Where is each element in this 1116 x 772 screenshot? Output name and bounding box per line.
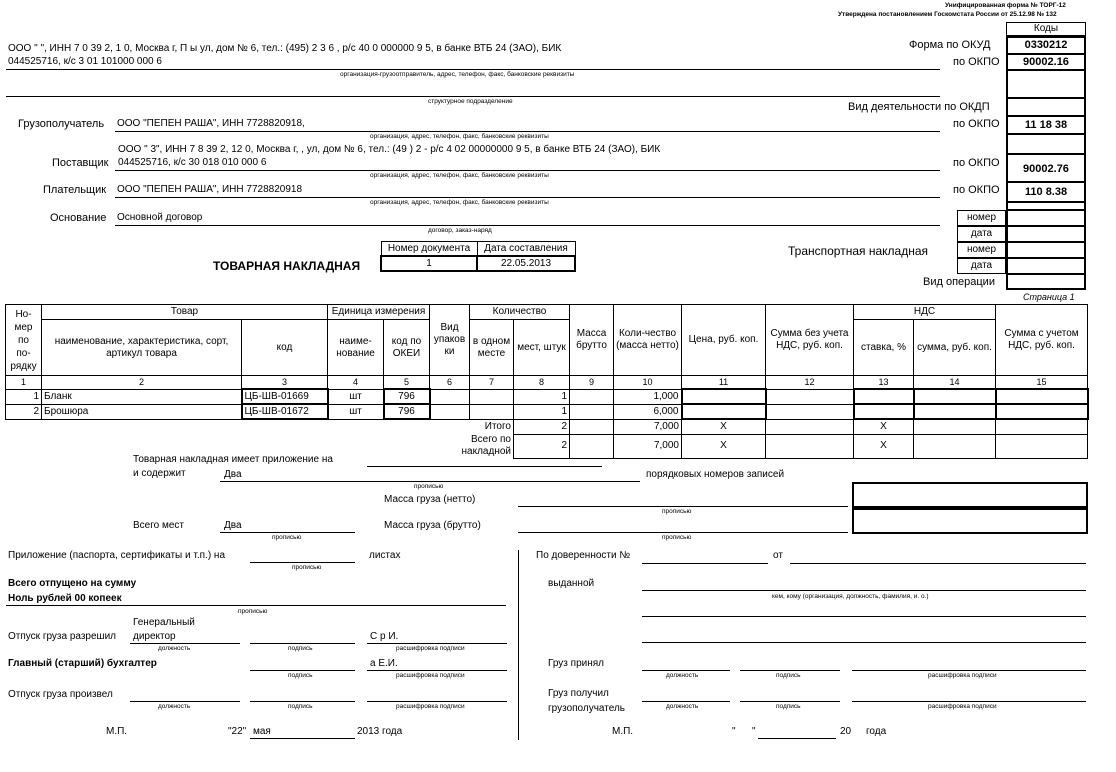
- date-month: мая: [253, 726, 271, 737]
- allowed-name: С р И.: [370, 631, 399, 642]
- okdp-label: Вид деятельности по ОКДП: [848, 101, 990, 113]
- date2-quote2: ": [752, 726, 756, 737]
- shipper-line1: ООО " ", ИНН 7 0 39 2, 1 0, Москва г, П ы ул, дом № 6, тел.: (495) 2 3 6 , р/с 40 0 000000 9 5, в банке ВТБ 24 (ЗАО), БИК: [8, 43, 562, 54]
- th-goods: Товар: [42, 305, 328, 320]
- operation-code: [1006, 274, 1086, 290]
- th-qty: Количество: [470, 305, 570, 320]
- basis-number: [1006, 210, 1086, 226]
- basis-date: [1006, 226, 1086, 242]
- doc-date-header: Дата составления: [477, 242, 575, 257]
- position-general: Генеральный: [133, 617, 195, 628]
- doc-num-header: Номер документа: [381, 242, 477, 257]
- table-row: 2 Брошюра ЦБ-ШВ-01672 шт 796 1 6,000: [6, 404, 1088, 419]
- accepted-podpis: подпись: [776, 672, 801, 679]
- gross-mass-box: [852, 508, 1088, 534]
- accepted-dolzhnost: должность: [666, 672, 699, 679]
- payer-caption: организация, адрес, телефон, факс, банковские реквизиты: [370, 199, 549, 206]
- th-okei: код по ОКЕИ: [384, 320, 430, 376]
- received-label2: грузополучатель: [548, 703, 626, 714]
- th-gross: Масса брутто: [570, 305, 614, 376]
- released-value: Ноль рублей 00 копеек: [8, 593, 122, 604]
- shipper-caption: организация-грузоотправитель, адрес, телефон, факс, банковские реквизиты: [340, 71, 575, 78]
- accountant-rasshifrovka: расшифровка подписи: [396, 672, 465, 679]
- released-propisyu: прописью: [238, 608, 268, 615]
- allowed-dolzhnost: должность: [158, 645, 191, 652]
- th-sum-novat: Сумма без учета НДС, руб. коп.: [766, 305, 854, 376]
- supplier-okpo-label: по ОКПО: [953, 157, 1000, 169]
- transport-date-label: дата: [957, 258, 1006, 274]
- codes-header: Коды: [1006, 22, 1086, 36]
- consignee-okpo: 11 18 38: [1006, 116, 1086, 134]
- basis-caption: договор, заказ-наряд: [428, 227, 492, 234]
- basis-number-label: номер: [957, 210, 1006, 226]
- payer-okpo: 110 8.38: [1006, 182, 1086, 202]
- attach-contains: и содержит: [133, 468, 186, 479]
- produced-podpis: подпись: [288, 703, 313, 710]
- th-unit: Единица измерения: [328, 305, 430, 320]
- produced-dolzhnost: должность: [158, 703, 191, 710]
- th-code: код: [242, 320, 328, 376]
- date2-year: 20: [840, 726, 852, 737]
- received-dolzhnost: должность: [666, 703, 699, 710]
- allowed-label: Отпуск груза разрешил: [8, 631, 116, 642]
- consignee-okpo-label: по ОКПО: [953, 118, 1000, 130]
- form-approval: Утверждена постановлением Госкомстата России от 25.12.98 № 132: [838, 11, 1057, 18]
- consignee-value: ООО "ПЕПЕН РАША", ИНН 7728820918,: [117, 118, 305, 129]
- transport-date: [1006, 258, 1086, 274]
- sender-okpo-label: по ОКПО: [953, 56, 1000, 68]
- consignee-label: Грузополучатель: [18, 118, 105, 130]
- consignee-caption: организация, адрес, телефон, факс, банковские реквизиты: [370, 133, 549, 140]
- received-rasshifrovka: расшифровка подписи: [928, 703, 997, 710]
- from-label: от: [773, 550, 783, 561]
- net-propisyu: прописью: [662, 508, 692, 515]
- vsego-row: Всего по накладной 2 7,000 X X: [6, 434, 1088, 458]
- th-pack: Вид упаков ки: [430, 305, 470, 376]
- supplier-line2: 044525716, к/с 30 018 010 000 6: [118, 157, 267, 168]
- attach-propisyu: прописью: [414, 483, 444, 490]
- spacer-code: [1006, 202, 1086, 210]
- table-row: 1 Бланк ЦБ-ШВ-01669 шт 796 1 1,000: [6, 389, 1088, 404]
- th-total: Сумма с учетом НДС, руб. коп.: [996, 305, 1088, 376]
- places-label: Всего мест: [133, 520, 185, 531]
- date-day: "22": [228, 726, 247, 737]
- okud-label: Форма по ОКУД: [909, 39, 991, 51]
- payer-label: Плательщик: [43, 184, 107, 196]
- payer-okpo-label: по ОКПО: [953, 184, 1000, 196]
- proxy-label: По доверенности №: [536, 550, 631, 561]
- okdp-code: [1006, 98, 1086, 116]
- itogo-row: Итого 2 7,000 X X: [6, 419, 1088, 434]
- th-vat-sum: сумма, руб. коп.: [914, 320, 996, 376]
- produced-rasshifrovka: расшифровка подписи: [396, 703, 465, 710]
- allowed-rasshifrovka: расшифровка подписи: [396, 645, 465, 652]
- doc-number: 1: [381, 256, 477, 271]
- supplier-line1: ООО " 3", ИНН 7 8 39 2, 12 0, Москва г, , ул, дом № 6, тел.: (49 ) 2 - р/с 4 02 00000000 9 5, в банке ВТБ 24 (ЗАО), БИК: [118, 144, 661, 155]
- shipper-line2: 044525716, к/с 3 01 101000 000 6: [8, 56, 162, 67]
- goods-table: [5, 304, 1089, 459]
- accepted-rasshifrovka: расшифровка подписи: [928, 672, 997, 679]
- stamp-mp: М.П.: [106, 726, 128, 737]
- records-label: порядковых номеров записей: [646, 469, 785, 480]
- transport-number-label: номер: [957, 242, 1006, 258]
- supplier-label: Поставщик: [52, 157, 109, 169]
- gross-propisyu: прописью: [662, 534, 692, 541]
- appendix-propisyu: прописью: [292, 564, 322, 571]
- places-propisyu: прописью: [272, 534, 302, 541]
- attach-text: Товарная накладная имеет приложение на: [133, 454, 333, 465]
- gross-mass-label: Масса груза (брутто): [384, 520, 481, 531]
- received-podpis: подпись: [776, 703, 801, 710]
- received-label1: Груз получил: [548, 688, 609, 699]
- payer-value: ООО "ПЕПЕН РАША", ИНН 7728820918: [117, 184, 303, 195]
- accountant-podpis: подпись: [288, 672, 313, 679]
- page-number: Страница 1: [1023, 292, 1075, 302]
- issued-caption: кем, кому (организация, должность, фамилия, и. о.): [772, 593, 929, 600]
- th-goods-name: наименование, характеристика, сорт, артикул товара: [42, 320, 242, 376]
- th-number: Но- мер по по- рядку: [6, 305, 42, 376]
- blank-code: [1006, 134, 1086, 154]
- dept-code: [1006, 70, 1086, 98]
- column-numbers-row: 1 2 3 4 5 6 7 8 9 10 11 12 13 14 15: [6, 376, 1088, 390]
- date-year: 2013 года: [357, 726, 403, 737]
- sender-okpo: 90002.16: [1006, 54, 1086, 70]
- th-places: мест, штук: [514, 320, 570, 376]
- allowed-podpis: подпись: [288, 645, 313, 652]
- th-vat: НДС: [854, 305, 996, 320]
- accountant-label: Главный (старший) бухгалтер: [8, 658, 157, 669]
- th-unit-name: наиме-нование: [328, 320, 384, 376]
- issued-label: выданной: [548, 578, 595, 589]
- stamp-mp2: М.П.: [612, 726, 634, 737]
- th-price: Цена, руб. коп.: [682, 305, 766, 376]
- th-one-place: в одном месте: [470, 320, 514, 376]
- th-net: Коли-чество (масса нетто): [614, 305, 682, 376]
- accepted-label: Груз принял: [548, 658, 605, 669]
- released-label: Всего отпущено на сумму: [8, 578, 137, 589]
- appendix-label: Приложение (паспорта, сертификаты и т.п.) на: [8, 550, 226, 561]
- accountant-name: а Е.И.: [370, 658, 398, 669]
- basis-label: Основание: [50, 212, 107, 224]
- basis-date-label: дата: [957, 226, 1006, 242]
- attach-value: Два: [224, 469, 242, 480]
- supplier-caption: организация, адрес, телефон, факс, банковские реквизиты: [370, 172, 549, 179]
- net-mass-box: [852, 482, 1088, 508]
- okud-code: 0330212: [1006, 36, 1086, 54]
- form-name: Унифицированная форма № ТОРГ-12: [945, 2, 1066, 9]
- document-info-table: [380, 241, 576, 272]
- operation-label: Вид операции: [923, 276, 995, 288]
- document-title: ТОВАРНАЯ НАКЛАДНАЯ: [213, 259, 361, 273]
- doc-date: 22.05.2013: [477, 256, 575, 271]
- th-rate: ставка, %: [854, 320, 914, 376]
- position-director: директор: [133, 631, 176, 642]
- basis-value: Основной договор: [117, 212, 203, 223]
- places-value: Два: [224, 520, 242, 531]
- dept-caption: структурное подразделение: [428, 98, 513, 105]
- supplier-okpo: 90002.76: [1006, 154, 1086, 182]
- transport-number: [1006, 242, 1086, 258]
- transport-label: Транспортная накладная: [788, 244, 929, 258]
- net-mass-label: Масса груза (нетто): [384, 494, 476, 505]
- date2-goda: года: [866, 726, 887, 737]
- sheets-label: листах: [369, 550, 401, 561]
- date2-quote1: ": [732, 726, 736, 737]
- produced-label: Отпуск груза произвел: [8, 689, 113, 700]
